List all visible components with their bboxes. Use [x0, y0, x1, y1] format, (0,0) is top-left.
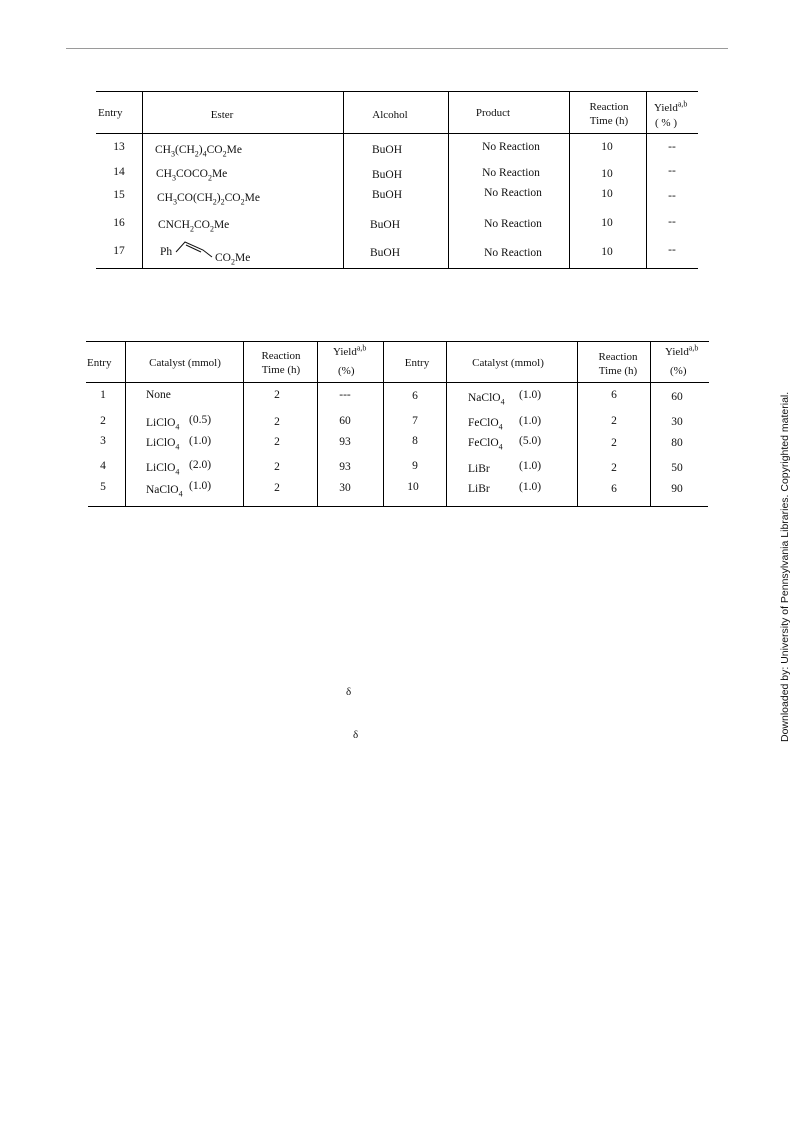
table2-time-8: 2: [611, 437, 617, 449]
table2-entry-6: 6: [412, 390, 418, 402]
table2-time-9: 2: [611, 462, 617, 474]
table2-catalyst-3: LiClO$_4$: [146, 437, 180, 452]
delta-symbol: δ: [346, 686, 352, 698]
table1-entry-16: 16: [113, 217, 125, 229]
table1-time-17: 10: [601, 246, 613, 258]
table1-time-16: 10: [601, 217, 613, 229]
table2-yield-3: 93: [339, 436, 351, 448]
table2-header-yield-right: [665, 345, 698, 359]
table2-entry-1: 1: [100, 389, 106, 401]
table2-col-divider: [383, 341, 384, 506]
table1-header-yield: [654, 101, 687, 115]
table2-header-time-left-line2: Time (h): [261, 364, 301, 376]
table2-catalyst-8: FeClO$_4$: [468, 437, 503, 452]
yield-footnote-marker: a,b: [688, 343, 699, 353]
table1-product-16: No Reaction: [484, 218, 542, 230]
table1-alcohol-13: BuOH: [371, 144, 403, 156]
table1-alcohol-16: BuOH: [369, 219, 401, 231]
table2-col-divider: [446, 341, 447, 506]
header-rule: [66, 48, 728, 49]
table1-top-border: [96, 91, 698, 92]
table2-yield-9: 50: [671, 462, 683, 474]
table2-entry-4: 4: [100, 460, 106, 472]
table1-header-entry: Entry: [98, 107, 123, 119]
table1-col-divider: [448, 91, 449, 268]
yield-label: Yield: [333, 346, 357, 358]
table1-header-time-line1: Reaction: [589, 101, 629, 113]
table1-time-13: 10: [601, 141, 613, 153]
yield-label: Yield: [654, 102, 678, 114]
table1-product-13: No Reaction: [482, 141, 540, 153]
table2-time-3: 2: [274, 436, 280, 448]
table2-yield-5: 30: [339, 482, 351, 494]
table2-entry-2: 2: [100, 415, 106, 427]
table2-amount-4: (2.0): [189, 459, 212, 471]
table2-header-catalyst-right: Catalyst (mmol): [472, 357, 544, 369]
table2-time-2: 2: [274, 416, 280, 428]
table2-header-time-right-line2: Time (h): [598, 365, 638, 377]
table2-catalyst-1: None: [146, 389, 171, 401]
table1-alcohol-14: BuOH: [371, 169, 403, 181]
table1-yield-16: --: [668, 216, 676, 228]
table2-yield-7: 30: [671, 416, 683, 428]
table1-header-time-line2: Time (h): [589, 115, 629, 127]
table1-ester-17-ester-group: $CO_2Me$: [215, 252, 251, 267]
table2-entry-9: 9: [412, 460, 418, 472]
table2-header-entry-left: Entry: [87, 357, 112, 369]
table1-col-divider: [343, 91, 344, 268]
download-watermark: Downloaded by: University of Pennsylvania Libraries. Copyrighted material.: [779, 391, 791, 742]
table1-header-border: [96, 133, 698, 134]
table1-time-15: 10: [601, 188, 613, 200]
table2-catalyst-2: LiClO$_4$: [146, 417, 180, 432]
table1-yield-13: --: [668, 141, 676, 153]
table1-alcohol-17: BuOH: [369, 247, 401, 259]
table1-ester-13: $CH_3(CH_2)_4CO_2Me$: [155, 144, 242, 159]
table2-yield-4: 93: [339, 461, 351, 473]
table1-product-17: No Reaction: [484, 247, 542, 259]
yield-label: Yield: [665, 346, 689, 358]
table1-entry-13: 13: [113, 141, 125, 153]
table2-header-yield-unit-right: (%): [670, 365, 687, 377]
table2-amount-8: (5.0): [519, 435, 542, 447]
table1-ester-17-phenyl: Ph: [160, 246, 173, 258]
table1-yield-14: --: [668, 165, 676, 177]
delta-symbol: δ: [353, 729, 359, 741]
table2-time-10: 6: [611, 483, 617, 495]
table2-entry-8: 8: [412, 435, 418, 447]
table2-yield-6: 60: [671, 391, 683, 403]
table2-entry-7: 7: [412, 415, 418, 427]
table2-catalyst-6: NaClO$_4$: [468, 392, 505, 407]
table1-product-15: No Reaction: [484, 187, 542, 199]
table2-catalyst-9: LiBr: [468, 463, 490, 475]
table2-amount-7: (1.0): [519, 415, 542, 427]
table2-entry-10: 10: [407, 481, 419, 493]
table1-entry-14: 14: [113, 166, 125, 178]
table2-catalyst-10: LiBr: [468, 483, 490, 495]
table2-catalyst-5: NaClO$_4$: [146, 484, 183, 499]
table2-header-entry-right: Entry: [404, 357, 430, 369]
table2-bottom-border: [88, 506, 708, 507]
table1-entry-15: 15: [113, 189, 125, 201]
table2-yield-2: 60: [339, 415, 351, 427]
table2-header-catalyst-left: Catalyst (mmol): [149, 357, 221, 369]
yield-footnote-marker: a,b: [677, 99, 688, 109]
table2-entry-5: 5: [100, 481, 106, 493]
table2-header-yield-left: [333, 345, 366, 359]
table2-catalyst-7: FeClO$_4$: [468, 417, 503, 432]
table2-time-7: 2: [611, 415, 617, 427]
table2-time-1: 2: [274, 389, 280, 401]
table2-top-border: [86, 341, 709, 342]
table2-header-time-right-line1: Reaction: [598, 351, 638, 363]
table2-yield-8: 80: [671, 437, 683, 449]
table1-bottom-border: [96, 268, 698, 269]
yield-footnote-marker: a,b: [356, 343, 367, 353]
table1-header-yield-unit: ( % ): [655, 117, 677, 129]
table2-time-6: 6: [611, 389, 617, 401]
table2-col-divider: [125, 341, 126, 506]
table1-col-divider: [569, 91, 570, 268]
table2-col-divider: [243, 341, 244, 506]
table2-header-yield-unit-left: (%): [338, 365, 355, 377]
table2-time-5: 2: [274, 482, 280, 494]
table1-col-divider: [142, 91, 143, 268]
table2-col-divider: [577, 341, 578, 506]
table2-header-border: [86, 382, 709, 383]
table1-header-ester: Ester: [210, 109, 234, 121]
table1-col-divider: [646, 91, 647, 268]
alkene-bond-structure: [176, 238, 216, 258]
table2-amount-3: (1.0): [189, 435, 212, 447]
table2-col-divider: [317, 341, 318, 506]
table2-entry-3: 3: [100, 435, 106, 447]
table2-col-divider: [650, 341, 651, 506]
table2-catalyst-4: LiClO$_4$: [146, 462, 180, 477]
table2-yield-1: ---: [339, 389, 351, 401]
table1-header-alcohol: Alcohol: [372, 109, 408, 121]
table1-ester-15: $CH_3CO(CH_2)_2CO_2Me$: [157, 192, 260, 207]
table1-ester-14: $CH_3COCO_2Me$: [156, 168, 228, 183]
table1-yield-17: --: [668, 244, 676, 256]
table2-amount-6: (1.0): [519, 389, 542, 401]
table1-product-14: No Reaction: [482, 167, 540, 179]
table1-ester-16: $CNCH_2CO_2Me$: [158, 219, 230, 234]
table2-yield-10: 90: [671, 483, 683, 495]
table1-time-14: 10: [601, 168, 613, 180]
table2-amount-9: (1.0): [519, 460, 542, 472]
table2-amount-5: (1.0): [189, 480, 212, 492]
table2-header-time-left-line1: Reaction: [261, 350, 301, 362]
table2-amount-2: (0.5): [189, 414, 212, 426]
table1-entry-17: 17: [113, 245, 125, 257]
table2-amount-10: (1.0): [519, 481, 542, 493]
table1-header-product: Product: [475, 107, 511, 119]
table1-yield-15: --: [668, 190, 676, 202]
table1-alcohol-15: BuOH: [371, 189, 403, 201]
table2-time-4: 2: [274, 461, 280, 473]
